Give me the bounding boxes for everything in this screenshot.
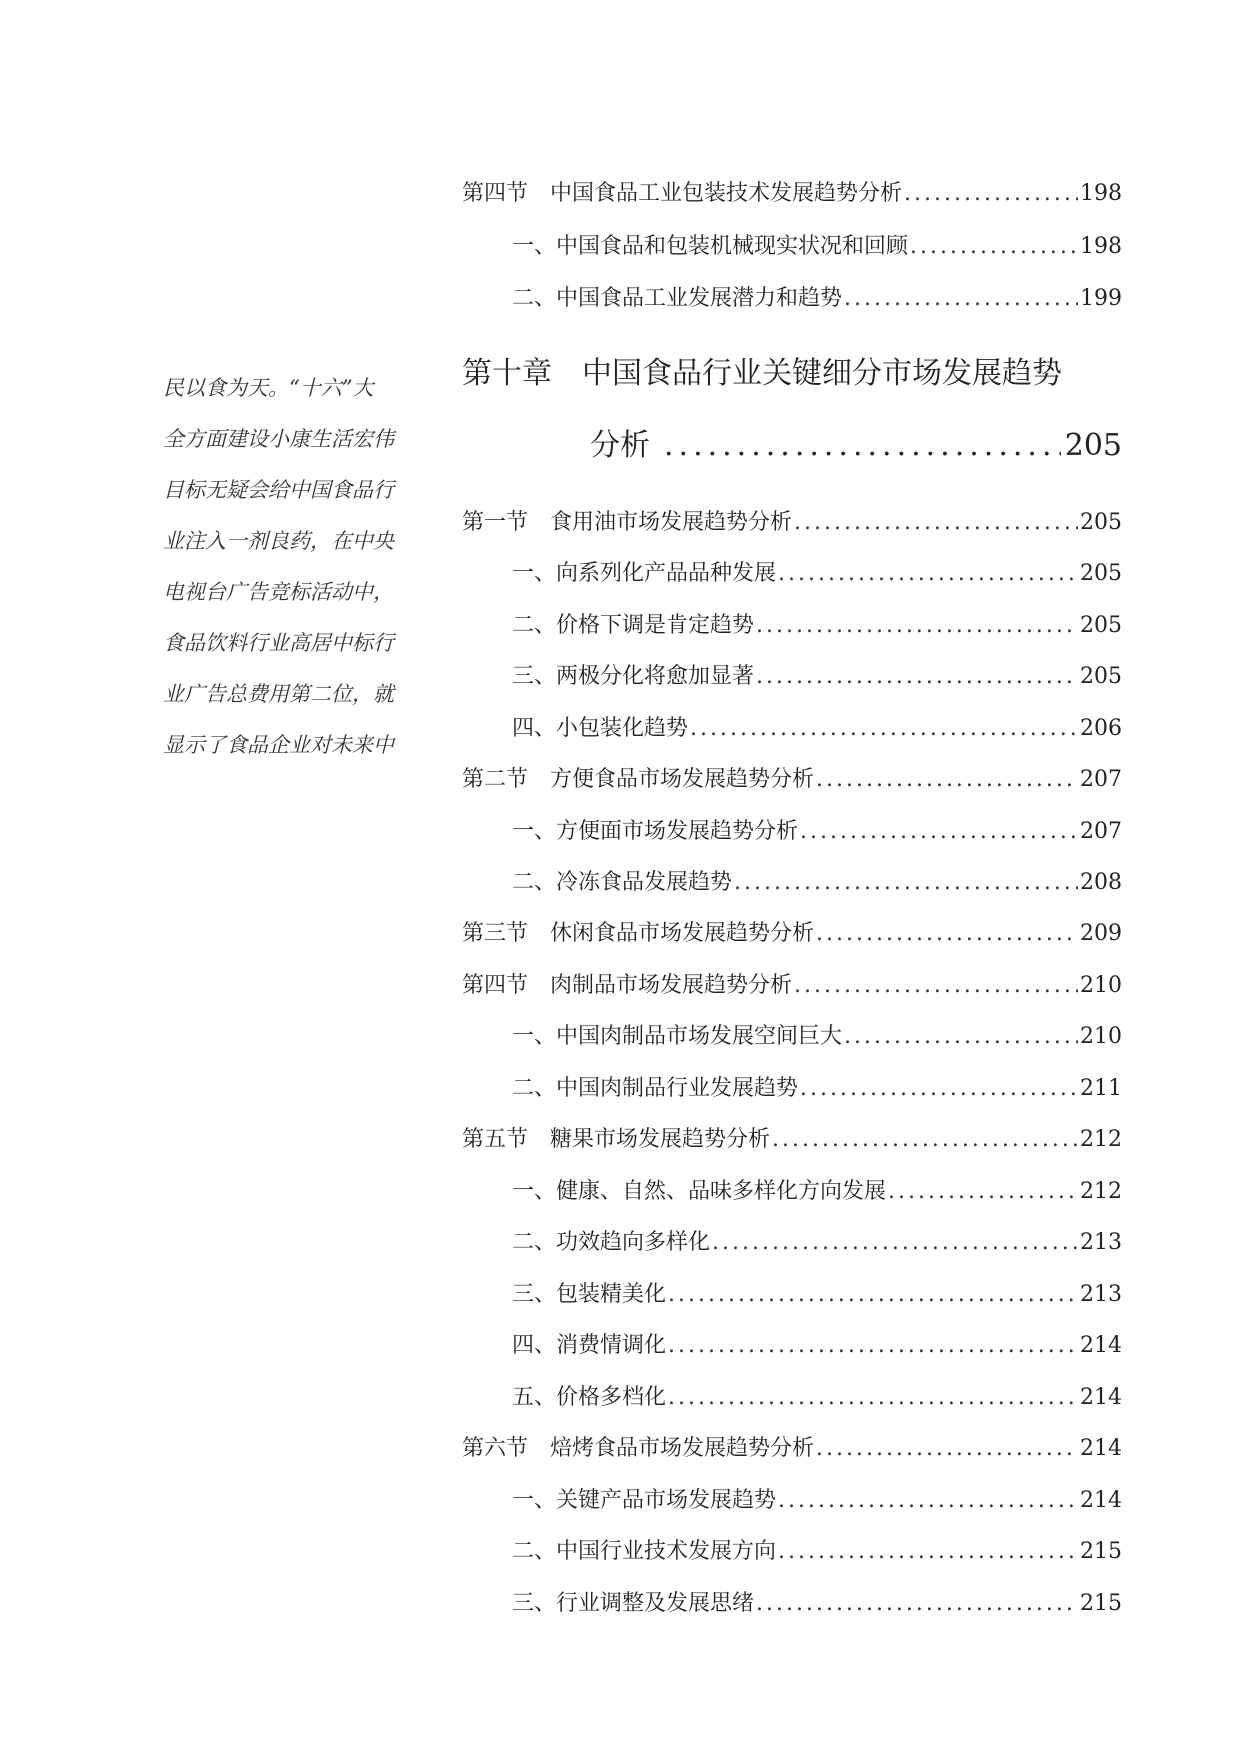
toc-page-number: 205	[1064, 428, 1122, 463]
side-note-line: 全方面建设小康生活宏伟	[163, 427, 394, 451]
toc-entry-subsection[interactable]	[512, 1328, 1122, 1359]
toc-title: 健康、自然、品味多样化方向发展	[556, 1179, 887, 1204]
toc-leader-dots	[778, 561, 1078, 586]
toc-title: 休闲食品市场发展趋势分析	[550, 921, 815, 946]
toc-number: 三、	[512, 1282, 557, 1307]
toc-leader-dots	[734, 870, 1078, 895]
toc-title: 焙烤食品市场发展趋势分析	[550, 1436, 815, 1461]
toc-title: 中国食品工业包装技术发展趋势分析	[550, 181, 903, 206]
toc-entry-subsection[interactable]	[512, 659, 1122, 690]
toc-entry-subsection[interactable]	[512, 1071, 1122, 1102]
chapter-title-continued: 分析	[590, 428, 650, 463]
toc-leader-dots	[794, 973, 1078, 998]
toc-leader-dots	[772, 1127, 1078, 1152]
toc-entry-subsection[interactable]	[512, 814, 1122, 845]
toc-entry-subsection[interactable]	[512, 1019, 1122, 1050]
toc-leader-dots	[800, 819, 1078, 844]
toc-number: 四、	[512, 1333, 557, 1358]
toc-page-number: 213	[1080, 1230, 1122, 1255]
side-note-line: 电视台广告竞标活动中，	[163, 580, 394, 604]
side-note-line: 食品饮料行业高居中标行	[163, 631, 394, 655]
toc-leader-dots	[904, 181, 1078, 206]
toc-entry-section[interactable]	[462, 505, 1122, 536]
toc-page-number: 198	[1080, 234, 1122, 259]
toc-entry-subsection[interactable]	[512, 556, 1122, 587]
toc-page-number: 199	[1080, 286, 1122, 311]
toc-number: 二、	[512, 286, 557, 311]
toc-number: 一、	[512, 561, 557, 586]
toc-number: 三、	[512, 664, 557, 689]
toc-title: 方便食品市场发展趋势分析	[550, 767, 815, 792]
toc-leader-dots	[756, 664, 1078, 689]
toc-page-number: 214	[1080, 1333, 1122, 1358]
toc-page-number: 215	[1080, 1591, 1122, 1616]
toc-page-number: 214	[1080, 1436, 1122, 1461]
toc-leader-dots	[816, 1436, 1078, 1461]
toc-leader-dots	[800, 1076, 1078, 1101]
toc-title: 关键产品市场发展趋势	[556, 1488, 777, 1513]
toc-page-number: 213	[1080, 1282, 1122, 1307]
toc-page-number: 210	[1080, 1024, 1122, 1049]
toc-leader-dots	[888, 1179, 1078, 1204]
toc-number: 二、	[512, 1230, 557, 1255]
toc-entry-section[interactable]	[462, 968, 1122, 999]
toc-entry-section[interactable]	[462, 1122, 1122, 1153]
toc-leader-dots	[712, 1230, 1078, 1255]
chapter-number: 第十章	[462, 356, 552, 391]
chapter-title: 中国食品行业关键细分市场发展趋势	[582, 356, 1062, 391]
toc-entry-section[interactable]	[462, 1431, 1122, 1462]
toc-entry-subsection[interactable]	[512, 865, 1122, 896]
toc-page-number: 207	[1080, 819, 1122, 844]
toc-title: 肉制品市场发展趋势分析	[550, 973, 793, 998]
toc-entry-subsection[interactable]	[512, 229, 1122, 260]
toc-page-number: 205	[1080, 510, 1122, 535]
toc-title: 价格下调是肯定趋势	[556, 613, 755, 638]
toc-title: 行业调整及发展思绪	[556, 1591, 755, 1616]
toc-page-number: 214	[1080, 1385, 1122, 1410]
toc-page-number: 215	[1080, 1539, 1122, 1564]
toc-title: 消费情调化	[556, 1333, 667, 1358]
side-note-line: 业注入一剂良药，在中央	[163, 529, 394, 553]
toc-entry-subsection[interactable]	[512, 1277, 1122, 1308]
toc-entry-subsection[interactable]	[512, 711, 1122, 742]
toc-number: 第三节	[462, 921, 529, 946]
toc-leader-dots	[668, 1333, 1078, 1358]
side-note-line: 业广告总费用第二位，就	[163, 682, 394, 706]
toc-title: 中国食品工业发展潜力和趋势	[556, 286, 843, 311]
toc-leader-dots	[794, 510, 1078, 535]
toc-number: 一、	[512, 1024, 557, 1049]
toc-number: 三、	[512, 1591, 557, 1616]
toc-title: 价格多档化	[556, 1385, 667, 1410]
toc-number: 第六节	[462, 1436, 529, 1461]
toc-page-number: 205	[1080, 561, 1122, 586]
toc-leader-dots	[664, 428, 1061, 463]
toc-page-number: 211	[1080, 1076, 1122, 1101]
toc-leader-dots	[778, 1488, 1078, 1513]
toc-number: 一、	[512, 234, 557, 259]
side-note	[163, 363, 418, 771]
toc-number: 二、	[512, 613, 557, 638]
toc-entry-subsection[interactable]	[512, 608, 1122, 639]
toc-entry-subsection[interactable]	[512, 1380, 1122, 1411]
toc-leader-dots	[844, 286, 1078, 311]
toc-number: 一、	[512, 1488, 557, 1513]
toc-leader-dots	[756, 1591, 1078, 1616]
toc-page-number: 207	[1080, 767, 1122, 792]
toc-leader-dots	[844, 1024, 1078, 1049]
toc-entry-section[interactable]	[462, 762, 1122, 793]
toc-leader-dots	[668, 1385, 1078, 1410]
toc-page-number: 212	[1080, 1127, 1122, 1152]
toc-title: 功效趋向多样化	[556, 1230, 711, 1255]
side-note-line: 目标无疑会给中国食品行	[163, 478, 394, 502]
toc-title: 两极分化将愈加显著	[556, 664, 755, 689]
toc-title: 糖果市场发展趋势分析	[550, 1127, 771, 1152]
toc-number: 五、	[512, 1385, 557, 1410]
toc-entry-section[interactable]	[462, 916, 1122, 947]
toc-leader-dots	[756, 613, 1078, 638]
toc-number: 第五节	[462, 1127, 529, 1152]
toc-leader-dots	[816, 921, 1078, 946]
toc-leader-dots	[910, 234, 1078, 259]
toc-title: 冷冻食品发展趋势	[556, 870, 733, 895]
toc-entry-section[interactable]	[462, 176, 1122, 207]
toc-title: 小包装化趋势	[556, 716, 689, 741]
side-note-line: 显示了食品企业对未来中	[163, 733, 394, 757]
toc-leader-dots	[690, 716, 1078, 741]
toc-page-number: 210	[1080, 973, 1122, 998]
toc-leader-dots	[668, 1282, 1078, 1307]
toc-leader-dots	[816, 767, 1078, 792]
toc-number: 一、	[512, 819, 557, 844]
toc-title: 中国食品和包装机械现实状况和回顾	[556, 234, 909, 259]
toc-title: 向系列化产品品种发展	[556, 561, 777, 586]
toc-entry-subsection[interactable]	[512, 1483, 1122, 1514]
toc-page-number: 205	[1080, 664, 1122, 689]
toc-page-number: 212	[1080, 1179, 1122, 1204]
toc-page-number: 214	[1080, 1488, 1122, 1513]
toc-number: 二、	[512, 870, 557, 895]
toc-title: 中国行业技术发展方向	[556, 1539, 777, 1564]
toc-page-number: 198	[1080, 181, 1122, 206]
toc-page-number: 208	[1080, 870, 1122, 895]
toc-entry-subsection[interactable]	[512, 281, 1122, 312]
toc-number: 四、	[512, 716, 557, 741]
toc-number: 第四节	[462, 973, 529, 998]
toc-page-number: 209	[1080, 921, 1122, 946]
toc-entry-subsection[interactable]	[512, 1174, 1122, 1205]
toc-entry-subsection[interactable]	[512, 1534, 1122, 1565]
toc-title: 中国肉制品行业发展趋势	[556, 1076, 799, 1101]
toc-title: 方便面市场发展趋势分析	[556, 819, 799, 844]
toc-number: 二、	[512, 1539, 557, 1564]
toc-title: 食用油市场发展趋势分析	[550, 510, 793, 535]
side-note-line: 民以食为天。“十六”大	[163, 376, 374, 400]
toc-leader-dots	[778, 1539, 1078, 1564]
toc-title: 包装精美化	[556, 1282, 667, 1307]
toc-title: 中国肉制品市场发展空间巨大	[556, 1024, 843, 1049]
toc-entry-subsection[interactable]	[512, 1225, 1122, 1256]
toc-page-number: 205	[1080, 613, 1122, 638]
toc-page-number: 206	[1080, 716, 1122, 741]
toc-number: 第二节	[462, 767, 529, 792]
toc-number: 第一节	[462, 510, 529, 535]
toc-number: 第四节	[462, 181, 529, 206]
toc-number: 一、	[512, 1179, 557, 1204]
toc-entry-subsection[interactable]	[512, 1586, 1122, 1617]
toc-number: 二、	[512, 1076, 557, 1101]
